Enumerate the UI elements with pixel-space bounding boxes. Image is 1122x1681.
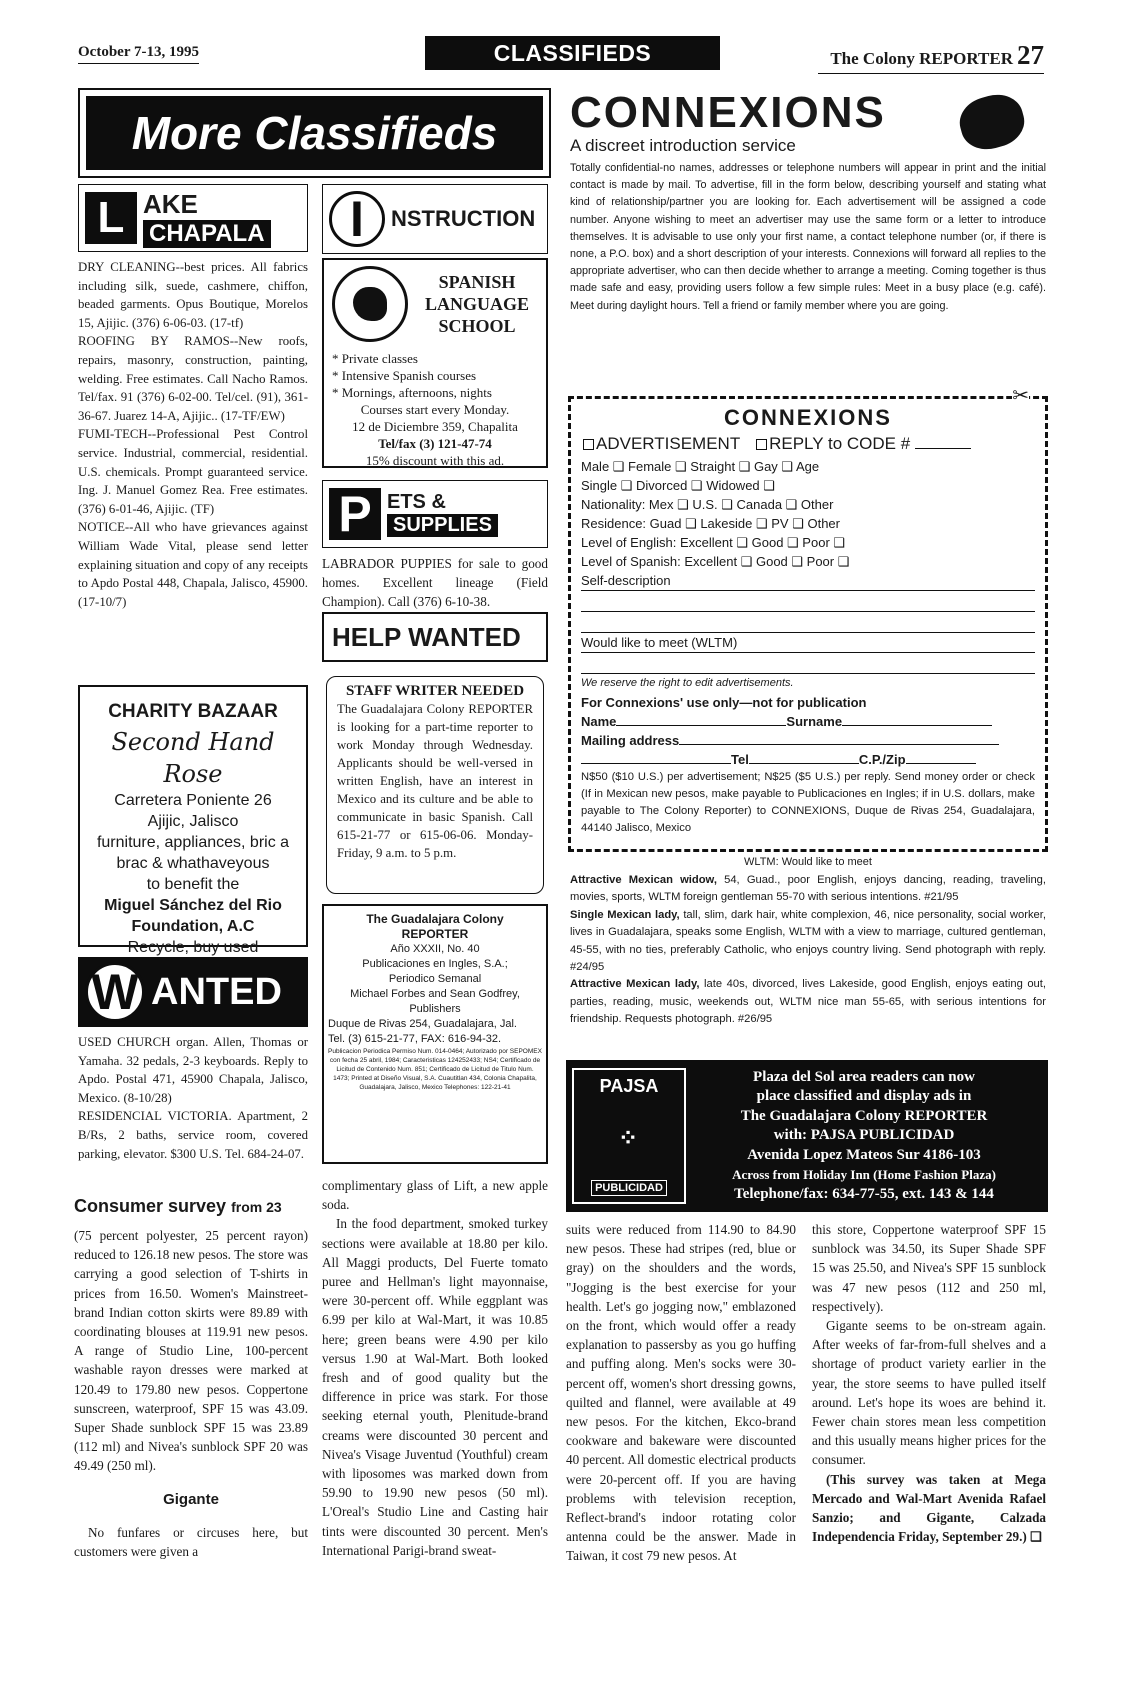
school-tel: Tel/fax (3) 121-47-74 (378, 436, 492, 451)
cp-field[interactable] (906, 763, 976, 764)
survey-note: (This survey was taken at Mega Mercado and Wal-Mart Avenida Rafael Sanzio; and Gigante, Calzada Independencia Friday, September 29.) (812, 1471, 1046, 1545)
consumer-col4 (812, 1220, 1046, 1546)
masthead-title2: REPORTER (401, 927, 469, 941)
pets-word (387, 491, 498, 537)
school-name-3: SCHOOL (438, 316, 516, 336)
staff-writer-body: The Guadalajara Colony REPORTER is looking for a part-time reporter to work Monday through Wednesday. Applicants should be well-versed in written English, have an interest in Mexico and its culture and be able to communicate in basic Spanish. Call 615-21-77 or 615-06-06. Monday-Friday, 9 a.m. to 5 p.m. (337, 702, 533, 860)
cp-label: C.P./Zip (858, 752, 906, 767)
personal-2-text: tall, slim, dark hair, white complexion, 46, nice personality, social worker, lives in Guadalajara, speaks some English, WLTM with a view to marriage, cultured gentleman, 45-55, with no ties, preferably Catholic, who enjoys country living. Send photograph with reply. #24/95 (570, 908, 1046, 974)
masthead-pub1: Publicaciones en Ingles, S.A.; (362, 958, 508, 970)
personal-3 (570, 976, 1046, 1028)
masthead-year: Año XXXII, No. 40 (390, 943, 480, 955)
pajsa-logo-sub: PUBLICIDAD (591, 1180, 667, 1196)
wanted-word: ANTED (151, 970, 282, 1013)
consumer-col4c-text (812, 1470, 1046, 1547)
self-description-line3[interactable] (581, 612, 1035, 633)
school-item-1: * Private classes (332, 351, 418, 366)
pets-word1: ETS & (387, 491, 446, 513)
price-info: N$50 ($10 U.S.) per advertisement; N$25 ($5 U.S.) per reply. Send money order or check (If in Mexican new pesos, make payable to Publicaciones en Ingles; if in U.S. dollars, make payable to The Colony Reporter) to CONNEXIONS, Duque de Rivas 254, Guadalajara, 44140 Jalisco, Mexico (581, 771, 1035, 834)
reply-label: REPLY to CODE # (769, 434, 911, 453)
masthead (322, 904, 548, 1164)
pajsa-ad (566, 1060, 1048, 1212)
more-classifieds-title: More Classifieds (86, 96, 543, 170)
form-options (581, 431, 1035, 457)
help-wanted-header: HELP WANTED (322, 612, 548, 662)
wltm-line2[interactable] (581, 653, 1035, 674)
wanted-section (78, 957, 308, 1163)
personal-3-lead: Attractive Mexican lady, (570, 978, 700, 991)
consumer-survey-from: from 23 (231, 1199, 282, 1215)
pajsa-text (686, 1068, 1042, 1205)
ad-roofing: ROOFING BY RAMOS--New roofs, repairs, masonry, construction, painting, welding. Free estimates. Call Nacho Ramos. Tel/fax. 91 (376) 6-02-00. Tel/cel. (91), 361-36-67. Juarez 14-A, Ajijic.. (17-TF/EW) (78, 334, 308, 423)
connexions-intro: Totally confidential-no names, addresses or telephone numbers will appear in print and the initial contact is made by mail. To advertise, fill in the form below, describing yourself and stating what kind of relationship/partner you are looking for. Each advertisement will be assigned a code number. Anyone wishing to meet an advertiser may use the same form or a letter to introduce themselves. It is advisable to use only your first name, a contact telephone number (or, if there is none, a P.O. box) and a short description of your interests. Connexions will forward all replies to the appropriate advertiser, who can then decide whether to arrange a meeting. Coming together is thus made safe and easy, providing users follow a few simple rules: Meet in a busy place (e.g. café). Meet during daylight hours. Tell a friend or family member where you are going. (570, 162, 1046, 312)
school-address: 12 de Diciembre 359, Chapalita (352, 419, 518, 434)
advertisement-checkbox[interactable] (583, 439, 594, 450)
tel-label: Tel (731, 752, 749, 767)
wanted-header (78, 957, 308, 1027)
consumer-survey-head (74, 1196, 314, 1217)
pajsa-l7: Telephone/fax: 634-77-55, ext. 143 & 144 (734, 1185, 994, 1202)
personal-1-lead: Attractive Mexican widow, (570, 874, 717, 886)
school-logo-icon (332, 266, 408, 342)
personal-1-text: 54, Guad., poor English, enjoys dancing, reading, traveling, movies, sports, WLTM foreign gentleman 55-70 with serious intentions. #21/95 (570, 874, 1047, 904)
pajsa-dots-icon: ⁘ (617, 1125, 641, 1152)
charity-desc1: furniture, appliances, bric a (96, 834, 290, 851)
lake-letter: L (85, 192, 137, 244)
school-name-2: LANGUAGE (424, 294, 529, 314)
scissors-icon: ✂ (1012, 385, 1029, 407)
pets-section (322, 480, 548, 612)
issue-date: October 7-13, 1995 (78, 44, 199, 64)
lake-word1: AKE (143, 188, 198, 219)
personal-1 (570, 872, 1046, 907)
spanish-school-ad (322, 258, 548, 468)
masthead-role: Publishers (409, 1003, 461, 1015)
staff-writer-ad (326, 676, 544, 894)
mailing-label: Mailing address (581, 733, 680, 748)
pajsa-l5: Avenida Lopez Mateos Sur 4186-103 (747, 1146, 981, 1163)
charity-bazaar-ad (78, 685, 308, 956)
ad-residencial: RESIDENCIAL VICTORIA. Apartment, 2 B/Rs, 2 baths, service room, covered parking, elevator. $300 U.S. Tel. 684-24-07. (78, 1109, 308, 1161)
row-english[interactable]: Level of English: Excellent ❑ Good ❑ Poor ❑ (581, 535, 846, 550)
name-label: Name (581, 714, 617, 729)
name-row (581, 712, 1035, 731)
consumer-col1-text: (75 percent polyester, 25 percent rayon) reduced to 126.18 new pesos. The store was carrying a good selection of T-shirts in prices from 16.50. Women's Mainstreet-brand Indian cotton skirts were 89.89 with coordinating blouses at 119.91 new pesos. A range of Studio Line, 100-percent washable rayon dresses were marked at 120.49 to 179.80 new pesos. Coppertone sunscreen, waterproof, SPF 15 was 43.09. Super Shade sunblock SPF 15 was 23.89 (112 ml) and Nivea's sunblock SPF 20 was 49.49 (250 ml). (74, 1228, 308, 1474)
reserve-note: We reserve the right to edit advertisements. (581, 677, 794, 689)
reply-code-field[interactable] (915, 448, 971, 449)
personal-3-text: late 40s, divorced, lives Lakeside, good English, enjoys eating out, parties, reading, music, weekends out, WLTM nice man 55-65, with serious intentions for friendship. Requests photograph. #26/95 (570, 978, 1046, 1026)
pajsa-l6: Across from Holiday Inn (Home Fashion Plaza) (732, 1167, 996, 1183)
pajsa-l1: Plaza del Sol area readers can now (753, 1068, 975, 1085)
use-only-note: For Connexions' use only—not for publication (581, 695, 867, 710)
consumer-col3-text: suits were reduced from 114.90 to 84.90 new pesos. These had stripes (red, blue or gray) on the shoulders and the words, "Jogging is the best exercise for your health. Let's go jogging now," emblazoned on the front, which would offer a ready explanation to passersby as you go huffing and puffing along. Men's socks were 30-percent off, women's short dressing gowns, quilted and flannel, were available at 49 new pesos. For the kitchen, Ekco-brand cookware and bakeware were discounted 40 percent. All domestic electrical products were 20-percent off. If you are having problems with television reception, Reflect-brand's indoor rotating color antenna could be the answer. Made in Taiwan, it cost 79 new pesos. At (566, 1222, 796, 1564)
charity-address2: Ajijic, Jalisco (147, 813, 239, 830)
instruction-word: NSTRUCTION (391, 206, 536, 231)
tel-field[interactable] (749, 763, 859, 764)
masthead-fine: Publicacion Periodica Permiso Num. 014-0464; Autorizado por SEPOMEX con fecha 25 abril, 1984; Caracteristicas 124252433; NS4; Certificado de Licitud de Contenido Num. 851; Certificado de Licitud de Titulo Num. 1473; Printed at Diseño Visual, S.A. Cuautitlan 434, Colonia Chapalita, Guadalajara, Jalisco, Mexico Telephones: 122-21-41 (328, 1048, 542, 1091)
consumer-col4-text: this store, Coppertone waterproof SPF 15 sunblock was 34.50, its Super Shade SPF 15 was 25.50, and Nivea's SPF 15 sunblock was 47 new pesos (112 and 250 ml, respectively). (812, 1222, 1046, 1314)
masthead-address: Duque de Rivas 254, Guadalajara, Jal. (328, 1018, 517, 1030)
school-start: Courses start every Monday. (360, 402, 510, 417)
paper-title: The Colony REPORTER (830, 49, 1013, 68)
consumer-col1 (74, 1226, 308, 1561)
wanted-ads (78, 1033, 308, 1163)
masthead-tel: Tel. (3) 615-21-77, FAX: 616-94-32. (328, 1033, 502, 1045)
personals (570, 872, 1046, 1029)
charity-desc3: to benefit the (146, 876, 240, 893)
charity-title: CHARITY BAZAAR (108, 701, 278, 722)
consumer-survey-title: Consumer survey (74, 1196, 227, 1216)
page-number: 27 (1017, 40, 1044, 70)
ad-dry-cleaning: DRY CLEANING--best prices. All fabrics including silk, suede, cashmere, chiffon, beaded garments. Opus Boutique, Morelos 15, Ajijic. (376) 6-06-03. (17-tf) (78, 260, 308, 330)
school-items (332, 350, 538, 401)
mailing-line2[interactable] (581, 763, 731, 764)
consumer-col2-text: complimentary glass of Lift, a new apple soda. (322, 1178, 548, 1213)
charity-address1: Carretera Poniente 26 (114, 792, 272, 809)
tel-row (581, 750, 1035, 769)
consumer-col3 (566, 1220, 796, 1566)
wltm-legend: WLTM: Would like to meet (744, 856, 872, 868)
charity-name: Second Hand Rose (111, 728, 275, 788)
masthead-title1: The Guadalajara Colony (366, 912, 504, 926)
spanish-school-top (332, 266, 538, 342)
advertisement-label: ADVERTISEMENT (596, 434, 740, 453)
instruction-letter: I (329, 191, 385, 247)
lake-chapala-word (143, 189, 271, 248)
pets-header (322, 480, 548, 548)
surname-field[interactable] (842, 725, 992, 726)
reply-checkbox[interactable] (756, 439, 767, 450)
connexions-logo: CONNEXIONS (570, 88, 886, 137)
more-classifieds-banner (78, 88, 551, 178)
consumer-col2b-text: In the food department, smoked turkey sections were available at 18.80 per kilo. All Maggi products, Del Fuerte tomato puree and Hellman's light mayonnaise, were 30-percent off. While eggplant was 6.99 per kilo at Wal-Mart, it was 10.85 here; green beans were 4.90 per kilo versus 1.90 at Wal-Mart. Both looked fresh and of good quality but the difference in price was stark. For those seeking eternal youth, Plenitude-brand creams were discounted 30 percent and Nivea's Visage Juventud (Youthful) cream with liposomes was marked down from 59.90 to 19.90 new pesos (50 ml). L'Oreal's Studio Line and Casting hair tints were discounted 30 percent. Men's International Parigi-brand sweat- (322, 1216, 548, 1558)
charity-desc2: brac & whathaveyous (116, 855, 270, 872)
pets-word2: SUPPLIES (387, 514, 498, 537)
masthead-pub2: Periodico Semanal (388, 973, 482, 985)
mailing-row (581, 731, 1035, 750)
school-name (416, 271, 538, 337)
section-banner: CLASSIFIEDS (425, 36, 720, 70)
charity-closing: Recycle, buy used (127, 939, 259, 956)
lake-chapala-ads (78, 258, 308, 611)
school-item-3: * Mornings, afternoons, nights (332, 385, 492, 400)
row-status[interactable]: Single ❑ Divorced ❑ Widowed ❑ (581, 478, 775, 493)
instruction-section (322, 184, 548, 254)
masthead-editors: Michael Forbes and Sean Godfrey, (350, 988, 520, 1000)
self-description-line2[interactable] (581, 591, 1035, 612)
end-mark-icon: ❑ (1030, 1529, 1042, 1545)
pajsa-logo-word: PAJSA (599, 1076, 659, 1096)
row-sex[interactable]: Male ❑ Female ❑ Straight ❑ Gay ❑ Age (581, 459, 820, 474)
pajsa-l3: The Guadalajara Colony REPORTER (740, 1107, 988, 1124)
pajsa-logo (572, 1068, 686, 1204)
wltm-field[interactable]: Would like to meet (WLTM) (581, 633, 1035, 653)
paper-name (818, 40, 1044, 74)
self-description-field[interactable]: Self-description (581, 571, 1035, 591)
personal-2 (570, 907, 1046, 977)
consumer-col1b-text: No funfares or circuses here, but customers were given a (74, 1524, 308, 1560)
lake-chapala-section (78, 184, 308, 611)
gigante-subhead: Gigante (163, 1490, 219, 1508)
charity-foundation1: Miguel Sánchez del Rio (104, 897, 282, 914)
wanted-letter: W (85, 962, 145, 1022)
ad-fumi-tech: FUMI-TECH--Professional Pest Control service. Industrial, commercial, residential. U.S. chemicals. Prompt guaranteed service. Ing. J. Manuel Gomez Rea. Free estimates. (376) 6-01-46, Ajijic. (TF) (78, 427, 308, 516)
pets-letter: P (329, 488, 381, 540)
connexions-ad (570, 90, 1046, 315)
ad-church-organ: USED CHURCH organ. Allen, Thomas or Yamaha. 32 pedals, 2-3 keyboards. Reply to Apdo. Postal 471, 45900 Chapala, Jalisco, Mexico. (8-10/28) (78, 1035, 308, 1105)
staff-writer-title: STAFF WRITER NEEDED (345, 683, 525, 699)
school-discount: 15% discount with this ad. (365, 453, 505, 468)
row-spanish[interactable]: Level of Spanish: Excellent ❑ Good ❑ Poor ❑ (581, 554, 850, 569)
pajsa-l4: with: PAJSA PUBLICIDAD (773, 1127, 955, 1144)
row-nationality[interactable]: Nationality: Mex ❑ U.S. ❑ Canada ❑ Other (581, 497, 834, 512)
name-field[interactable] (616, 725, 786, 726)
pajsa-l2: place classified and display ads in (756, 1088, 972, 1105)
lake-chapala-header (78, 184, 308, 252)
connexions-form (568, 385, 1048, 852)
connexions-subtitle: A discreet introduction service (570, 136, 796, 155)
ad-notice: NOTICE--All who have grievances against William Wade Vital, please send letter explaining situation and copy of any receipts to Apdo Postal 448, Chapala, Jalisco, 45900. (17-10/7) (78, 520, 308, 609)
pets-ad: LABRADOR PUPPIES for sale to good homes. Excellent lineage (Field Champion). Call (376) 6-10-38. (322, 556, 548, 610)
mailing-field[interactable] (679, 744, 999, 745)
surname-label: Surname (786, 714, 843, 729)
charity-foundation2: Foundation, A.C (131, 918, 255, 935)
row-residence[interactable]: Residence: Guad ❑ Lakeside ❑ PV ❑ Other (581, 516, 840, 531)
consumer-col4b-text: Gigante seems to be on-stream again. After weeks of far-from-full shelves and a shortage of product variety earlier in the year, the store seems to have pulled itself around. Let's hope its woes are behind it. Fewer chain stores mean less competition and this usually means higher prices for the consumer. (812, 1318, 1046, 1468)
instruction-header (322, 184, 548, 254)
consumer-col2 (322, 1176, 548, 1560)
school-item-2: * Intensive Spanish courses (332, 368, 477, 383)
personal-2-lead: Single Mexican lady, (570, 908, 680, 921)
lake-word2: CHAPALA (143, 220, 271, 248)
school-name-1: SPANISH (438, 272, 516, 292)
form-logo: CONNEXIONS (724, 405, 892, 430)
